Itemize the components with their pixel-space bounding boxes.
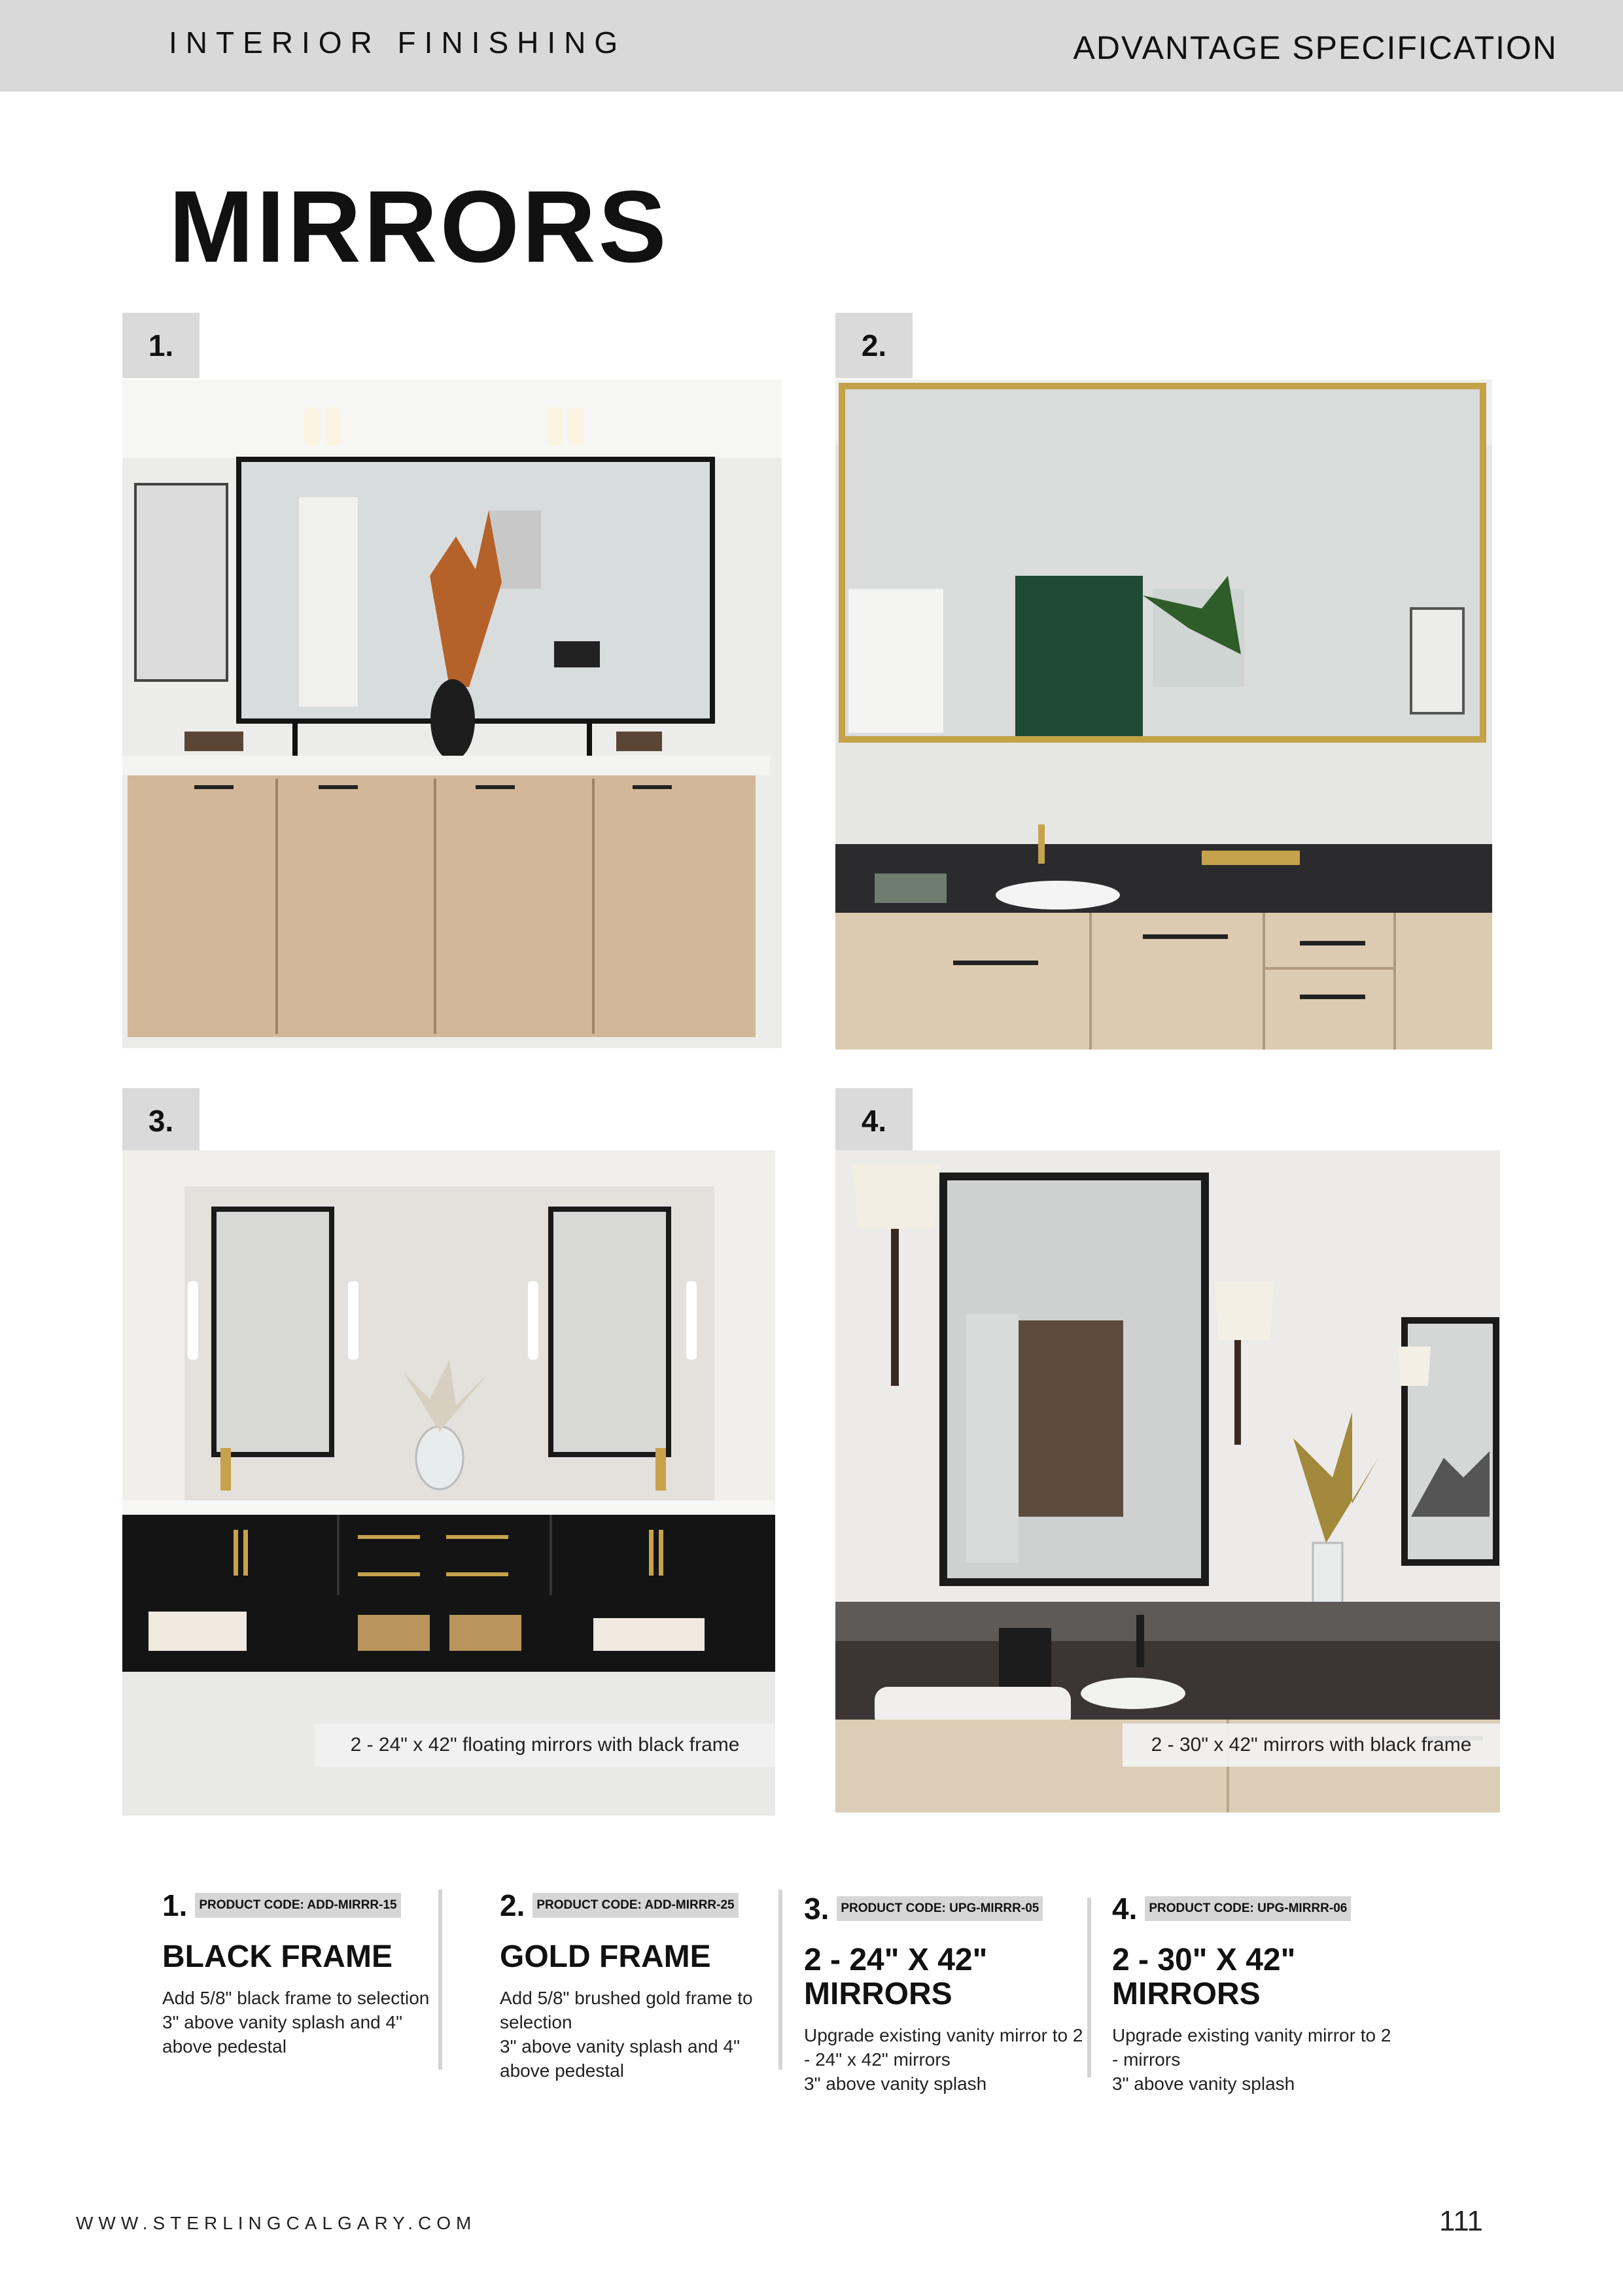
description-line: 3" above vanity splash — [804, 2074, 987, 2094]
website-url[interactable]: WWW.STERLINGCALGARY.COM — [76, 2213, 477, 2233]
photo-tag-2: 2. — [835, 313, 913, 378]
photo-tag-3: 3. — [122, 1088, 200, 1154]
spec-label: ADVANTAGE SPECIFICATION — [1073, 29, 1558, 66]
header-bar — [0, 0, 1623, 92]
product-code: PRODUCT CODE: ADD-MIRRR-15 — [195, 1893, 400, 1918]
option-name: GOLD FRAME — [500, 1939, 711, 1974]
option-description — [804, 2023, 1085, 2096]
option-number: 2. — [500, 1888, 525, 1922]
description-line: Upgrade existing vanity mirror to 2 - mirrors — [1112, 2025, 1391, 2070]
description-line: 3" above vanity splash and 4" above pedestal — [500, 2036, 741, 2081]
option-30x42-mirrors — [1112, 1891, 1393, 2096]
option-number: 4. — [1112, 1892, 1138, 1926]
option-name: 2 - 30" X 42" MIRRORS — [1112, 1943, 1296, 2011]
photo-wide-black-mirrors — [835, 1150, 1500, 1812]
photo-3-caption: 2 - 24" x 42" floating mirrors with black frame — [315, 1723, 775, 1767]
photo-floating-mirrors — [122, 1150, 775, 1816]
section-label: INTERIOR FINISHING — [169, 26, 627, 60]
option-name: BLACK FRAME — [162, 1939, 393, 1974]
option-description — [1112, 2023, 1393, 2096]
page-title: MIRRORS — [169, 170, 669, 284]
photo-4-caption: 2 - 30" x 42" mirrors with black frame — [1123, 1723, 1500, 1767]
option-number: 3. — [804, 1892, 829, 1926]
option-black-frame — [162, 1888, 437, 2058]
description-line: Upgrade existing vanity mirror to 2 - 24" x 42" mirrors — [804, 2025, 1083, 2070]
description-line: 3" above vanity splash and 4" above pedestal — [162, 2012, 403, 2057]
option-gold-frame — [500, 1888, 781, 2083]
photo-tag-4: 4. — [835, 1088, 913, 1154]
page-number: 111 — [1439, 2205, 1483, 2237]
product-code: PRODUCT CODE: UPG-MIRRR-06 — [1145, 1896, 1351, 1921]
option-description — [500, 1986, 781, 2083]
product-code: PRODUCT CODE: ADD-MIRRR-25 — [532, 1893, 738, 1918]
option-description — [162, 1986, 437, 2058]
option-number: 1. — [162, 1888, 188, 1922]
product-code: PRODUCT CODE: UPG-MIRRR-05 — [837, 1896, 1043, 1921]
column-divider — [1087, 1898, 1091, 2077]
column-divider — [438, 1890, 442, 2070]
photo-black-frame-mirror — [122, 380, 782, 1048]
option-24x42-mirrors — [804, 1891, 1085, 2096]
photo-tag-1: 1. — [122, 313, 200, 378]
column-divider — [778, 1890, 782, 2070]
photo-gold-frame-mirror — [835, 380, 1492, 1050]
option-name: 2 - 24" X 42" MIRRORS — [804, 1943, 988, 2011]
description-line: 3" above vanity splash — [1112, 2074, 1295, 2094]
description-line: Add 5/8" brushed gold frame to selection — [500, 1988, 753, 2032]
description-line: Add 5/8" black frame to selection — [162, 1988, 430, 2008]
